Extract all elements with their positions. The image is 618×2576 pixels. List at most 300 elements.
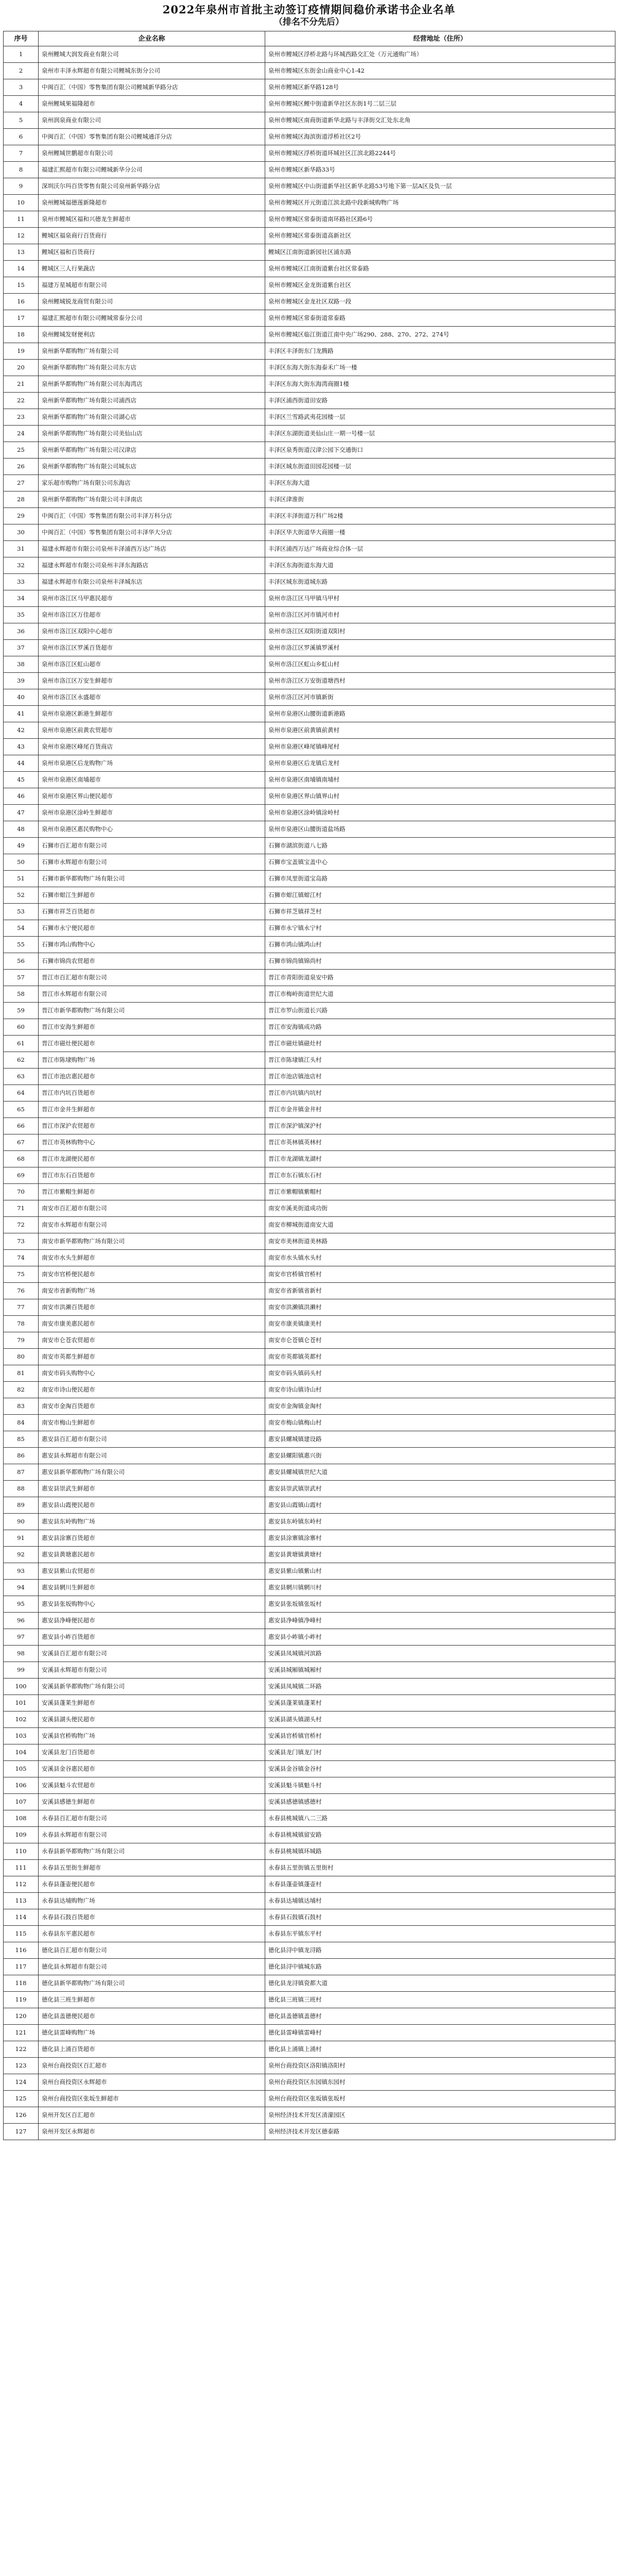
cell-name: 晋江市紫帽生鲜超市	[39, 1184, 265, 1200]
cell-name: 南安市百汇超市有限公司	[39, 1200, 265, 1217]
cell-name: 永春县蓬壶便民超市	[39, 1876, 265, 1893]
cell-no: 39	[4, 673, 39, 689]
table-row	[4, 1497, 615, 1514]
cell-name: 泉州开发区百汇超市	[39, 2107, 265, 2124]
cell-no: 35	[4, 607, 39, 623]
cell-addr: 丰泽区丰泽街东门龙腾路	[265, 343, 615, 360]
cell-name: 家乐超市购物广场有限公司东海店	[39, 475, 265, 492]
table-row	[4, 1547, 615, 1563]
table-row	[4, 1085, 615, 1101]
cell-addr: 丰泽区东湖街道美仙山庄一期一号楼一层	[265, 426, 615, 442]
cell-no: 31	[4, 541, 39, 557]
cell-no: 83	[4, 1398, 39, 1415]
cell-name: 福建汇熙超市有限公司鲤城新华分公司	[39, 162, 265, 178]
cell-no: 11	[4, 211, 39, 228]
table-row	[4, 1233, 615, 1250]
cell-addr: 德化县上涌镇上涌村	[265, 2041, 615, 2058]
header-no: 序号	[4, 31, 39, 46]
cell-name: 泉州新华都购物广场有限公司城东店	[39, 459, 265, 475]
cell-name: 德化县新华都购物广场有限公司	[39, 1975, 265, 1992]
cell-no: 98	[4, 1646, 39, 1662]
cell-addr: 石狮市祥芝镇祥芝村	[265, 904, 615, 920]
cell-no: 118	[4, 1975, 39, 1992]
table-row	[4, 541, 615, 557]
cell-no: 25	[4, 442, 39, 459]
cell-no: 90	[4, 1514, 39, 1530]
cell-name: 福建永辉超市有限公司泉州丰泽东海路店	[39, 557, 265, 574]
cell-no: 66	[4, 1118, 39, 1134]
table-row	[4, 986, 615, 1003]
cell-addr: 惠安县张坂镇张坂村	[265, 1596, 615, 1613]
cell-addr: 南安市省新镇省新村	[265, 1283, 615, 1299]
cell-name: 泉州鲤城大润发商业有限公司	[39, 46, 265, 63]
cell-name: 泉州市鲤城区福和兴德龙生鲜超市	[39, 211, 265, 228]
cell-no: 9	[4, 178, 39, 195]
cell-no: 47	[4, 805, 39, 821]
cell-addr: 泉州市鲤城区临江街道江南中央广场290、288、270、272、274号	[265, 327, 615, 343]
cell-name: 泉州市泉港区南埔超市	[39, 772, 265, 788]
cell-name: 安溪县感德生鲜超市	[39, 1794, 265, 1810]
cell-no: 33	[4, 574, 39, 590]
cell-no: 29	[4, 508, 39, 524]
table-row	[4, 327, 615, 343]
cell-name: 永春县石鼓百货超市	[39, 1909, 265, 1926]
cell-addr: 泉州市泉港区山腰街道盐场路	[265, 821, 615, 838]
cell-no: 16	[4, 294, 39, 310]
cell-name: 晋江市池店惠民超市	[39, 1069, 265, 1085]
cell-addr: 南安市金淘镇金淘村	[265, 1398, 615, 1415]
cell-addr: 晋江市罗山街道长兴路	[265, 1003, 615, 1019]
cell-name: 泉州市丰泽永辉超市有限公司鲤城东街分公司	[39, 63, 265, 79]
cell-addr: 南安市码头镇码头村	[265, 1365, 615, 1382]
cell-addr: 石狮市凤里街道宝岛路	[265, 871, 615, 887]
cell-name: 惠安县百汇超市有限公司	[39, 1431, 265, 1448]
cell-addr: 晋江市紫帽镇紫帽村	[265, 1184, 615, 1200]
cell-addr: 泉州市洛江区马甲镇马甲村	[265, 590, 615, 607]
cell-addr: 石狮市蚶江镇蚶江村	[265, 887, 615, 904]
cell-no: 61	[4, 1036, 39, 1052]
table-row	[4, 1481, 615, 1497]
cell-name: 石狮市新华都购物广场有限公司	[39, 871, 265, 887]
cell-addr: 晋江市安海镇成功路	[265, 1019, 615, 1036]
cell-addr: 南安市水头镇水头村	[265, 1250, 615, 1266]
table-row	[4, 1876, 615, 1893]
table-row	[4, 1893, 615, 1909]
cell-addr: 泉州市泉港区前黄镇前黄村	[265, 722, 615, 739]
cell-name: 鲤城区三人行果蔬店	[39, 261, 265, 277]
cell-addr: 南安市柳城街道南安大道	[265, 1217, 615, 1233]
cell-addr: 晋江市磁灶镇磁灶村	[265, 1036, 615, 1052]
cell-no: 6	[4, 129, 39, 145]
cell-name: 深圳沃尔玛百货零售有限公司泉州新华路分店	[39, 178, 265, 195]
cell-no: 44	[4, 755, 39, 772]
cell-addr: 永春县东平镇东平村	[265, 1926, 615, 1942]
cell-addr: 泉州台商投资区洛阳镇洛阳村	[265, 2058, 615, 2074]
table-row	[4, 1036, 615, 1052]
cell-name: 永春县百汇超市有限公司	[39, 1810, 265, 1827]
cell-name: 晋江市永辉超市有限公司	[39, 986, 265, 1003]
table-row	[4, 195, 615, 211]
table-row	[4, 1596, 615, 1613]
cell-no: 113	[4, 1893, 39, 1909]
cell-name: 泉州新华都购物广场有限公司东海湾店	[39, 376, 265, 393]
cell-name: 泉州鲤城世鹏超市有限公司	[39, 145, 265, 162]
cell-name: 晋江市深沪农贸超市	[39, 1118, 265, 1134]
cell-no: 60	[4, 1019, 39, 1036]
header-name: 企业名称	[39, 31, 265, 46]
cell-addr: 泉州市鲤城区浮桥北路与环城西路交汇处（万元通购广场）	[265, 46, 615, 63]
table-row	[4, 1744, 615, 1761]
cell-name: 福建汇熙超市有限公司鲤城常泰分公司	[39, 310, 265, 327]
cell-name: 晋江市金井生鲜超市	[39, 1101, 265, 1118]
cell-addr: 德化县浔中镇城东路	[265, 1959, 615, 1975]
cell-name: 南安市诗山便民超市	[39, 1382, 265, 1398]
cell-addr: 德化县浔中镇龙浔路	[265, 1942, 615, 1959]
table-row	[4, 1613, 615, 1629]
cell-no: 124	[4, 2074, 39, 2091]
cell-name: 晋江市东石百货超市	[39, 1167, 265, 1184]
table-row	[4, 2124, 615, 2140]
table-row	[4, 1843, 615, 1860]
cell-no: 84	[4, 1415, 39, 1431]
cell-addr: 泉州市鲤城区常泰街道常泰路	[265, 310, 615, 327]
cell-addr: 丰泽区丰泽街道万科广场2楼	[265, 508, 615, 524]
cell-no: 37	[4, 640, 39, 656]
table-row	[4, 1415, 615, 1431]
cell-no: 42	[4, 722, 39, 739]
cell-name: 泉州润泉商业有限公司	[39, 112, 265, 129]
cell-name: 泉州鲤城发财便利店	[39, 327, 265, 343]
cell-addr: 安溪县官桥镇官桥村	[265, 1728, 615, 1744]
cell-addr: 惠安县小岞镇小岞村	[265, 1629, 615, 1646]
cell-no: 18	[4, 327, 39, 343]
cell-name: 晋江市英林购物中心	[39, 1134, 265, 1151]
cell-addr: 丰泽区兰雪路武夷花园楼一层	[265, 409, 615, 426]
table-row	[4, 1200, 615, 1217]
cell-addr: 惠安县螺阳镇惠兴街	[265, 1448, 615, 1464]
cell-no: 49	[4, 838, 39, 854]
header-addr: 经营地址（住所）	[265, 31, 615, 46]
cell-addr: 南安市官桥镇官桥村	[265, 1266, 615, 1283]
table-row	[4, 211, 615, 228]
cell-name: 德化县雷峰购物广场	[39, 2025, 265, 2041]
table-row	[4, 244, 615, 261]
cell-no: 26	[4, 459, 39, 475]
table-row	[4, 2008, 615, 2025]
cell-addr: 安溪县湖头镇湖头村	[265, 1711, 615, 1728]
cell-name: 南安市新华都购物广场有限公司	[39, 1233, 265, 1250]
table-row	[4, 145, 615, 162]
cell-name: 泉州新华都购物广场有限公司丰泽南店	[39, 492, 265, 508]
cell-name: 南安市洪濑百货超市	[39, 1299, 265, 1316]
cell-no: 51	[4, 871, 39, 887]
table-row	[4, 953, 615, 970]
cell-no: 85	[4, 1431, 39, 1448]
cell-addr: 惠安县东岭镇东岭村	[265, 1514, 615, 1530]
table-row	[4, 1101, 615, 1118]
cell-no: 54	[4, 920, 39, 937]
cell-addr: 丰泽区津淮街	[265, 492, 615, 508]
cell-no: 78	[4, 1316, 39, 1332]
cell-no: 12	[4, 228, 39, 244]
cell-name: 石狮市永宁便民超市	[39, 920, 265, 937]
cell-name: 惠安县山霞便民超市	[39, 1497, 265, 1514]
cell-no: 4	[4, 96, 39, 112]
table-row	[4, 904, 615, 920]
table-row	[4, 1003, 615, 1019]
cell-name: 晋江市新华都购物广场有限公司	[39, 1003, 265, 1019]
cell-name: 德化县上涌百货超市	[39, 2041, 265, 2058]
cell-name: 石狮市鸿山购物中心	[39, 937, 265, 953]
cell-name: 安溪县永辉超市有限公司	[39, 1662, 265, 1679]
cell-no: 43	[4, 739, 39, 755]
cell-name: 德化县永辉超市有限公司	[39, 1959, 265, 1975]
cell-no: 80	[4, 1349, 39, 1365]
cell-addr: 丰泽区东海大街东海湾商圈1楼	[265, 376, 615, 393]
cell-no: 71	[4, 1200, 39, 1217]
cell-name: 福建万星城超市有限公司	[39, 277, 265, 294]
cell-name: 石狮市蚶江生鲜超市	[39, 887, 265, 904]
cell-no: 100	[4, 1679, 39, 1695]
cell-addr: 德化县盖德镇盖德村	[265, 2008, 615, 2025]
table-row	[4, 706, 615, 722]
table-row	[4, 1777, 615, 1794]
table-row	[4, 294, 615, 310]
cell-addr: 泉州市泉港区山腰街道新港路	[265, 706, 615, 722]
cell-name: 安溪县魁斗农贸超市	[39, 1777, 265, 1794]
cell-no: 79	[4, 1332, 39, 1349]
cell-name: 晋江市百汇超市有限公司	[39, 970, 265, 986]
table-row	[4, 838, 615, 854]
cell-name: 安溪县金谷惠民超市	[39, 1761, 265, 1777]
cell-name: 泉州台商投资区永辉超市	[39, 2074, 265, 2091]
cell-no: 81	[4, 1365, 39, 1382]
table-row	[4, 1134, 615, 1151]
cell-name: 泉州市泉港区后龙购物广场	[39, 755, 265, 772]
cell-addr: 泉州市泉港区界山镇界山村	[265, 788, 615, 805]
cell-name: 泉州新华都购物广场有限公司美仙山店	[39, 426, 265, 442]
cell-no: 72	[4, 1217, 39, 1233]
cell-addr: 泉州市鲤城区南商街道新华北路与丰泽街交汇处东北角	[265, 112, 615, 129]
enterprise-table	[3, 31, 615, 2140]
cell-no: 88	[4, 1481, 39, 1497]
cell-addr: 安溪县金谷镇金谷村	[265, 1761, 615, 1777]
cell-no: 10	[4, 195, 39, 211]
cell-name: 德化县百汇超市有限公司	[39, 1942, 265, 1959]
cell-name: 惠安县崇武生鲜超市	[39, 1481, 265, 1497]
cell-no: 99	[4, 1662, 39, 1679]
table-row	[4, 1398, 615, 1415]
table-row	[4, 1052, 615, 1069]
cell-addr: 晋江市金井镇金井村	[265, 1101, 615, 1118]
cell-name: 永春县永辉超市有限公司	[39, 1827, 265, 1843]
cell-no: 32	[4, 557, 39, 574]
table-row	[4, 1299, 615, 1316]
cell-addr: 晋江市青阳街道泉安中路	[265, 970, 615, 986]
cell-name: 惠安县净峰便民超市	[39, 1613, 265, 1629]
cell-addr: 德化县龙浔镇瓷都大道	[265, 1975, 615, 1992]
cell-addr: 泉州市鲤城区新华路128号	[265, 79, 615, 96]
cell-no: 57	[4, 970, 39, 986]
table-row	[4, 1827, 615, 1843]
cell-no: 21	[4, 376, 39, 393]
cell-no: 17	[4, 310, 39, 327]
cell-name: 南安市英都生鲜超市	[39, 1349, 265, 1365]
cell-name: 泉州市泉港区新港生鲜超市	[39, 706, 265, 722]
cell-addr: 南安市美林街道美林路	[265, 1233, 615, 1250]
cell-no: 77	[4, 1299, 39, 1316]
cell-no: 106	[4, 1777, 39, 1794]
table-row	[4, 426, 615, 442]
table-row	[4, 1695, 615, 1711]
table-row	[4, 459, 615, 475]
cell-name: 惠安县紫山农贸超市	[39, 1563, 265, 1580]
cell-addr: 泉州台商投资区东园镇东园村	[265, 2074, 615, 2091]
cell-addr: 惠安县净峰镇净峰村	[265, 1613, 615, 1629]
table-row	[4, 590, 615, 607]
table-row	[4, 1563, 615, 1580]
table-row	[4, 1926, 615, 1942]
cell-name: 安溪县新华都购物广场有限公司	[39, 1679, 265, 1695]
cell-addr: 丰泽区城东街道城东路	[265, 574, 615, 590]
cell-name: 鲤城区福和百货商行	[39, 244, 265, 261]
table-row	[4, 261, 615, 277]
cell-no: 59	[4, 1003, 39, 1019]
cell-addr: 丰泽区东海大街东海泰禾广场一楼	[265, 360, 615, 376]
cell-no: 82	[4, 1382, 39, 1398]
cell-no: 52	[4, 887, 39, 904]
cell-addr: 泉州台商投资区张坂镇张坂村	[265, 2091, 615, 2107]
table-row	[4, 524, 615, 541]
cell-addr: 南安市诗山镇诗山村	[265, 1382, 615, 1398]
cell-addr: 晋江市池店镇池店村	[265, 1069, 615, 1085]
table-row	[4, 277, 615, 294]
cell-addr: 泉州市鲤城区江南街道紫台社区常泰路	[265, 261, 615, 277]
cell-no: 87	[4, 1464, 39, 1481]
table-row	[4, 1975, 615, 1992]
cell-addr: 晋江市英林镇英林村	[265, 1134, 615, 1151]
cell-name: 泉州市泉港区峰尾百货商店	[39, 739, 265, 755]
table-row	[4, 1316, 615, 1332]
cell-addr: 泉州市鲤城区海滨街道浮桥社区2号	[265, 129, 615, 145]
cell-addr: 泉州市鲤城区常泰街道南环路社区路6号	[265, 211, 615, 228]
cell-no: 8	[4, 162, 39, 178]
table-row	[4, 442, 615, 459]
table-row	[4, 1679, 615, 1695]
cell-addr: 丰泽区浦西万达广场商业综合体一层	[265, 541, 615, 557]
cell-addr: 安溪县龙门镇龙门村	[265, 1744, 615, 1761]
cell-addr: 永春县达埔镇达埔村	[265, 1893, 615, 1909]
cell-addr: 泉州市鲤城区常泰街道高新社区	[265, 228, 615, 244]
cell-no: 73	[4, 1233, 39, 1250]
cell-addr: 泉州市洛江区万安街道塘西村	[265, 673, 615, 689]
table-row	[4, 310, 615, 327]
cell-no: 40	[4, 689, 39, 706]
cell-no: 104	[4, 1744, 39, 1761]
cell-name: 安溪县龙门百货超市	[39, 1744, 265, 1761]
table-row	[4, 1283, 615, 1299]
cell-no: 46	[4, 788, 39, 805]
cell-addr: 泉州经济技术开发区德泰路	[265, 2124, 615, 2140]
cell-no: 112	[4, 1876, 39, 1893]
cell-no: 119	[4, 1992, 39, 2008]
cell-no: 110	[4, 1843, 39, 1860]
table-row	[4, 46, 615, 63]
table-row	[4, 821, 615, 838]
table-row	[4, 228, 615, 244]
cell-no: 53	[4, 904, 39, 920]
cell-no: 7	[4, 145, 39, 162]
cell-addr: 泉州经济技术开发区清濛园区	[265, 2107, 615, 2124]
table-row	[4, 1184, 615, 1200]
cell-name: 泉州新华都购物广场有限公司东方店	[39, 360, 265, 376]
table-row	[4, 2091, 615, 2107]
cell-name: 南安市康美惠民超市	[39, 1316, 265, 1332]
cell-addr: 泉州市洛江区罗溪镇罗溪村	[265, 640, 615, 656]
cell-name: 晋江市内坑百货超市	[39, 1085, 265, 1101]
cell-no: 116	[4, 1942, 39, 1959]
cell-no: 123	[4, 2058, 39, 2074]
cell-name: 安溪县官桥购物广场	[39, 1728, 265, 1744]
cell-addr: 丰泽区浦西街道田安路	[265, 393, 615, 409]
cell-name: 泉州新华都购物广场有限公司	[39, 343, 265, 360]
cell-no: 28	[4, 492, 39, 508]
cell-addr: 惠安县黄塘镇黄塘村	[265, 1547, 615, 1563]
cell-addr: 永春县桃城镇环城路	[265, 1843, 615, 1860]
cell-name: 南安市金淘百货超市	[39, 1398, 265, 1415]
table-row	[4, 1069, 615, 1085]
table-row	[4, 1250, 615, 1266]
cell-name: 德化县三班生鲜超市	[39, 1992, 265, 2008]
cell-name: 泉州市洛江区永盛超市	[39, 689, 265, 706]
table-row	[4, 854, 615, 871]
table-row	[4, 887, 615, 904]
cell-no: 111	[4, 1860, 39, 1876]
cell-no: 15	[4, 277, 39, 294]
cell-addr: 泉州市洛江区双阳街道双阳村	[265, 623, 615, 640]
cell-no: 48	[4, 821, 39, 838]
cell-addr: 惠安县辋川镇辋川村	[265, 1580, 615, 1596]
table-row	[4, 409, 615, 426]
table-row	[4, 508, 615, 524]
cell-no: 121	[4, 2025, 39, 2041]
cell-no: 122	[4, 2041, 39, 2058]
cell-addr: 永春县桃城镇八二三路	[265, 1810, 615, 1827]
cell-addr: 晋江市内坑镇内坑村	[265, 1085, 615, 1101]
table-row	[4, 1992, 615, 2008]
cell-no: 67	[4, 1134, 39, 1151]
table-row	[4, 1431, 615, 1448]
cell-no: 27	[4, 475, 39, 492]
table-row	[4, 1332, 615, 1349]
table-row	[4, 112, 615, 129]
table-row	[4, 640, 615, 656]
cell-no: 97	[4, 1629, 39, 1646]
cell-addr: 安溪县蓬莱镇蓬莱村	[265, 1695, 615, 1711]
cell-addr: 南安市溪美街道成功街	[265, 1200, 615, 1217]
cell-addr: 惠安县山霞镇山霞村	[265, 1497, 615, 1514]
cell-no: 105	[4, 1761, 39, 1777]
table-row	[4, 1909, 615, 1926]
table-row	[4, 1514, 615, 1530]
table-row	[4, 871, 615, 887]
table-row	[4, 343, 615, 360]
cell-name: 福建永辉超市有限公司泉州丰泽浦西万达广场店	[39, 541, 265, 557]
table-row	[4, 2107, 615, 2124]
cell-name: 中闽百汇（中国）零售集团有限公司鲤城新华路分店	[39, 79, 265, 96]
cell-addr: 泉州市鲤城区中山街道新华社区新华北路53号地下第一层A区及负一层	[265, 178, 615, 195]
table-row	[4, 574, 615, 590]
